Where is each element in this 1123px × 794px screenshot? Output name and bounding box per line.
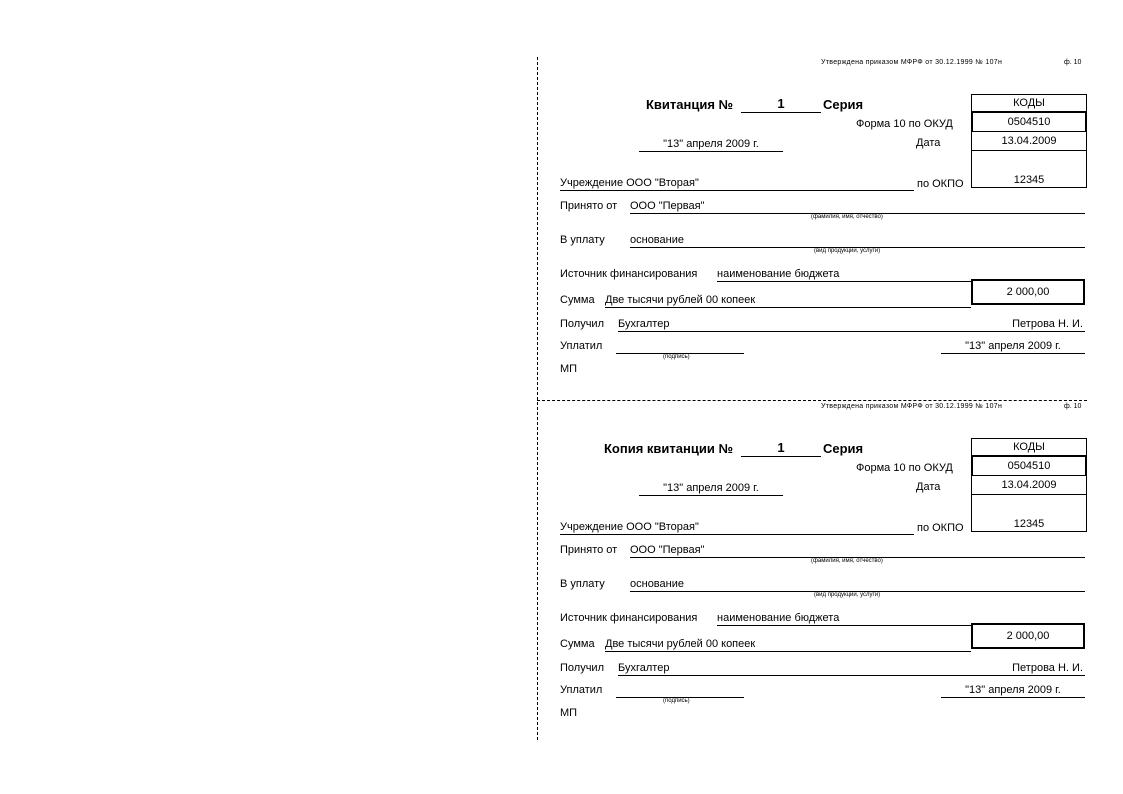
okpo-code-cell <box>972 494 1086 531</box>
received-name: Петрова Н. И. <box>1012 318 1083 330</box>
receipt-copy-title: Копия квитанции № <box>604 441 733 456</box>
receipt-number: 1 <box>741 96 821 113</box>
form-number: ф. 10 <box>1064 59 1082 66</box>
okud-code: 0504510 <box>971 455 1087 476</box>
received-position: Бухгалтер <box>618 318 670 330</box>
received-label: Получил <box>560 662 604 674</box>
vertical-cut-line <box>537 57 538 740</box>
signature-hint: (подпись) <box>663 354 690 360</box>
receipt-form <box>556 57 1087 397</box>
received-signature-line <box>618 318 1085 332</box>
series-label: Серия <box>823 441 864 456</box>
okud-label: Форма 10 по ОКУД <box>856 462 953 474</box>
payment-hint: (вид продукции, услуги) <box>814 592 881 598</box>
funding-value: наименование бюджета <box>717 612 971 626</box>
codes-table <box>971 438 1087 532</box>
date-label: Дата <box>916 481 941 493</box>
sum-value-box: 2 000,00 <box>971 279 1085 305</box>
payment-hint: (вид продукции, услуги) <box>814 248 881 254</box>
stamp-place: МП <box>560 363 578 375</box>
okud-code: 0504510 <box>971 111 1087 132</box>
received-from-label: Принято от <box>560 200 618 212</box>
received-label: Получил <box>560 318 604 330</box>
series-label: Серия <box>823 97 864 112</box>
codes-header: КОДЫ <box>1013 441 1045 453</box>
received-from-label: Принято от <box>560 544 618 556</box>
okud-label: Форма 10 по ОКУД <box>856 118 953 130</box>
date-code: 13.04.2009 <box>972 131 1086 150</box>
sum-label: Сумма <box>560 294 595 306</box>
okpo-label: по ОКПО <box>917 522 964 534</box>
codes-header: КОДЫ <box>1013 97 1045 109</box>
receipt-date: "13" апреля 2009 г. <box>639 482 783 496</box>
paid-label: Уплатил <box>560 684 603 696</box>
signature-hint: (подпись) <box>663 698 690 704</box>
received-signature-line <box>618 662 1085 676</box>
sum-label: Сумма <box>560 638 595 650</box>
received-from-value: ООО "Первая" <box>630 544 1085 558</box>
sum-words: Две тысячи рублей 00 копеек <box>605 294 971 308</box>
codes-table <box>971 94 1087 188</box>
payment-label: В уплату <box>560 234 605 246</box>
okpo-code: 12345 <box>1013 174 1045 186</box>
paid-date: "13" апреля 2009 г. <box>941 340 1085 354</box>
payment-value: основание <box>630 578 1085 592</box>
funding-value: наименование бюджета <box>717 268 971 282</box>
payment-value: основание <box>630 234 1085 248</box>
okpo-code: 12345 <box>1013 518 1045 530</box>
institution: Учреждение ООО "Вторая" <box>560 177 914 191</box>
paid-signature-line <box>616 340 744 354</box>
received-from-value: ООО "Первая" <box>630 200 1085 214</box>
payment-label: В уплату <box>560 578 605 590</box>
date-label: Дата <box>916 137 941 149</box>
receipt-number: 1 <box>741 440 821 457</box>
sum-words: Две тысячи рублей 00 копеек <box>605 638 971 652</box>
stamp-place: МП <box>560 707 578 719</box>
date-code: 13.04.2009 <box>972 475 1086 494</box>
okpo-code-cell <box>972 150 1086 187</box>
received-from-hint: (фамилия, имя, отчество) <box>811 214 883 220</box>
received-position: Бухгалтер <box>618 662 670 674</box>
funding-label: Источник финансирования <box>560 612 698 624</box>
paid-label: Уплатил <box>560 340 603 352</box>
approval-note: Утверждена приказом МФРФ от 30.12.1999 № 107н <box>821 59 1003 66</box>
paid-signature-line <box>616 684 744 698</box>
paid-date: "13" апреля 2009 г. <box>941 684 1085 698</box>
received-name: Петрова Н. И. <box>1012 662 1083 674</box>
funding-label: Источник финансирования <box>560 268 698 280</box>
receipt-date: "13" апреля 2009 г. <box>639 138 783 152</box>
sum-value-box: 2 000,00 <box>971 623 1085 649</box>
approval-note: Утверждена приказом МФРФ от 30.12.1999 № 107н <box>821 403 1003 410</box>
institution: Учреждение ООО "Вторая" <box>560 521 914 535</box>
form-number: ф. 10 <box>1064 403 1082 410</box>
receipt-copy-form <box>556 401 1087 741</box>
okpo-label: по ОКПО <box>917 178 964 190</box>
received-from-hint: (фамилия, имя, отчество) <box>811 558 883 564</box>
receipt-title: Квитанция № <box>646 97 734 112</box>
